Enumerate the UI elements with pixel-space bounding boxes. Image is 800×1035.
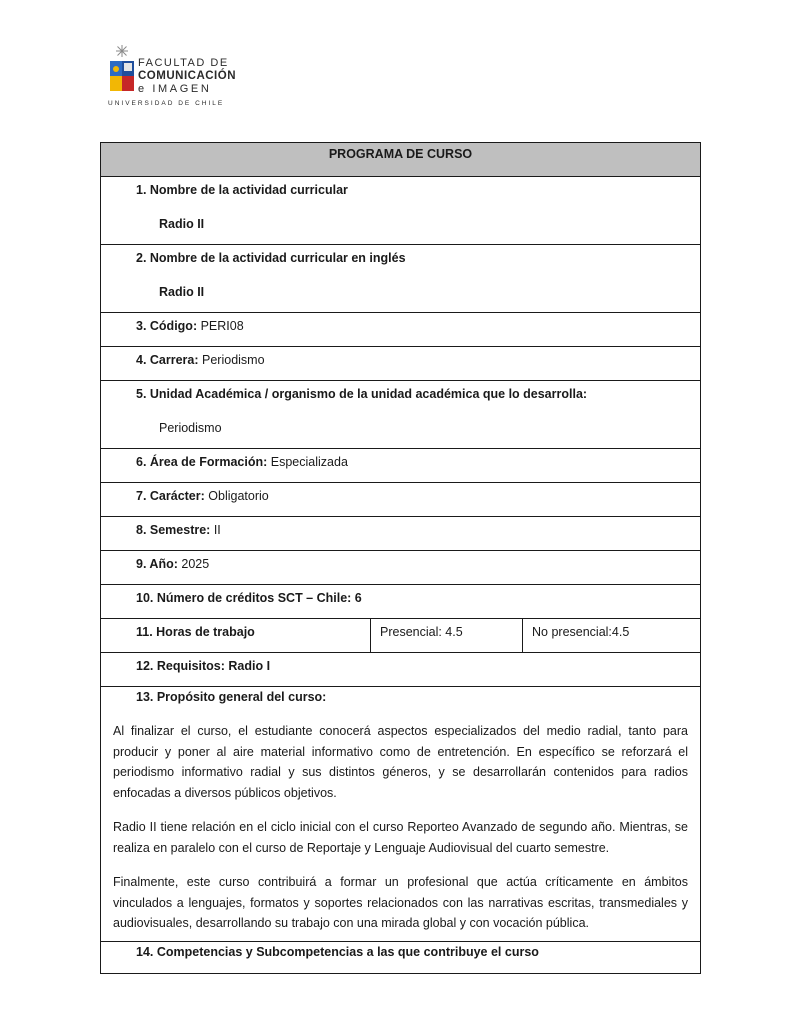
table-header: [101, 143, 700, 177]
faculty-logo: [108, 44, 248, 110]
row-code: [101, 313, 700, 347]
activity-name-label: 1. Nombre de la actividad curricular: [136, 183, 348, 197]
year-field: [136, 557, 209, 571]
character-label: 7. Carácter:: [136, 489, 205, 503]
credits-label: 10. Número de créditos SCT – Chile: 6: [136, 591, 362, 605]
training-area-value: Especializada: [267, 455, 348, 469]
career-value: Periodismo: [198, 353, 265, 367]
no-presencial-cell: [523, 619, 700, 652]
semester-value: II: [210, 523, 221, 537]
purpose-label: 13. Propósito general del curso:: [136, 690, 327, 704]
presencial-cell: [371, 619, 523, 652]
purpose-paragraph-3: Finalmente, este curso contribuirá a formar un profesional que actúa críticamente en ámbitos vinculados a lenguajes, formatos y soportes relacionados con las narrativas escritas, transmediales y audiovisuales, desarrollando su trabajo con una mirada global y con vocación pública.: [113, 875, 688, 930]
row-activity-name: [101, 177, 700, 245]
course-program-table: [100, 142, 701, 974]
no-presencial-hours: No presencial:4.5: [532, 625, 630, 639]
activity-name-value: Radio II: [159, 217, 205, 231]
logo-text-line2: COMUNICACIÓN: [138, 70, 236, 82]
career-field: [136, 353, 265, 367]
academic-unit-value: Periodismo: [159, 421, 222, 435]
table-header-title: PROGRAMA DE CURSO: [328, 147, 473, 161]
row-academic-unit: [101, 381, 700, 449]
row-purpose: [101, 687, 700, 942]
university-emblem-icon: [108, 44, 136, 96]
presencial-hours: Presencial: 4.5: [380, 625, 463, 639]
code-field: [136, 319, 244, 333]
logo-university: UNIVERSIDAD DE CHILE: [108, 100, 225, 107]
row-year: [101, 551, 700, 585]
career-label: 4. Carrera:: [136, 353, 199, 367]
row-semester: [101, 517, 700, 551]
year-value: 2025: [177, 557, 210, 571]
character-field: [136, 489, 269, 503]
row-character: [101, 483, 700, 517]
semester-field: [136, 523, 221, 537]
year-label: 9. Año:: [136, 557, 178, 571]
work-hours-label: 11. Horas de trabajo: [136, 625, 255, 639]
activity-name-english-value: Radio II: [159, 285, 205, 299]
logo-text-line1: FACULTAD DE: [138, 57, 229, 69]
activity-name-english-label: 2. Nombre de la actividad curricular en inglés: [136, 251, 406, 265]
training-area-label: 6. Área de Formación:: [136, 455, 268, 469]
code-label: 3. Código:: [136, 319, 198, 333]
row-competencies: [101, 942, 700, 973]
semester-label: 8. Semestre:: [136, 523, 211, 537]
row-credits: [101, 585, 700, 619]
row-training-area: [101, 449, 700, 483]
row-work-hours: [101, 619, 700, 653]
work-hours-cell: [101, 619, 371, 652]
row-activity-name-english: [101, 245, 700, 313]
row-requirements: [101, 653, 700, 687]
training-area-field: [136, 455, 348, 469]
code-value: PERI08: [197, 319, 244, 333]
row-career: [101, 347, 700, 381]
purpose-paragraph-1: Al finalizar el curso, el estudiante conocerá aspectos especializados del medio radial, tanto para producir y poner al aire material informativo como de entretención. En específico se reforzará el periodismo informativo radial y sus distintos géneros, y se desarrollarán contenidos para radios enfocadas a diversos públicos objetivos.: [113, 724, 688, 800]
character-value: Obligatorio: [204, 489, 269, 503]
requirements-label: 12. Requisitos: Radio I: [136, 659, 271, 673]
competencies-label: 14. Competencias y Subcompetencias a las que contribuye el curso: [136, 945, 539, 959]
academic-unit-label: 5. Unidad Académica / organismo de la unidad académica que lo desarrolla:: [136, 387, 588, 401]
logo-text-line3: e IMAGEN: [138, 83, 212, 95]
purpose-paragraph-2: Radio II tiene relación en el ciclo inicial con el curso Reporteo Avanzado de segundo año. Mientras, se realiza en paralelo con el curso de Reportaje y Lenguaje Audiovisual del cuarto semestre.: [113, 820, 688, 855]
